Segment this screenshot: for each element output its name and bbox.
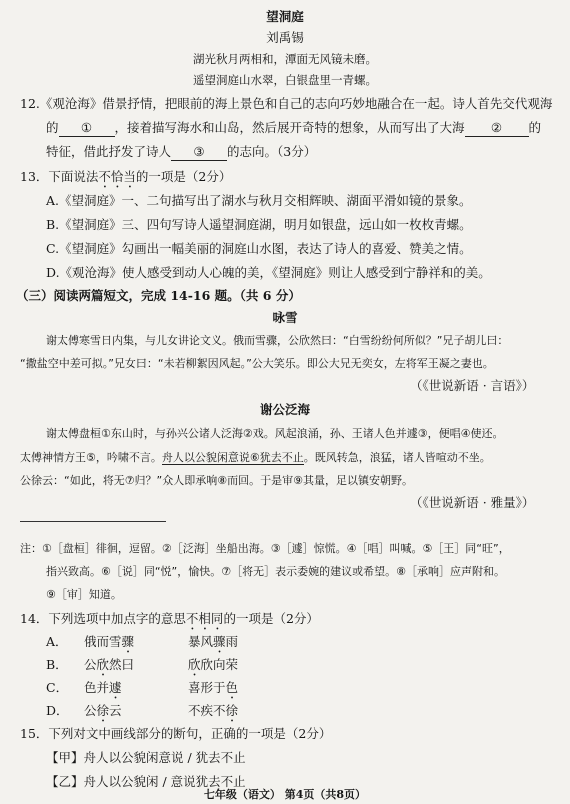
q14-stem-a: 14．下列选项中加点字的意思 — [20, 611, 186, 626]
q12-blank-2: ② — [465, 121, 529, 137]
q12-line-2 — [46, 119, 541, 137]
q14-option-d-label: D． — [46, 703, 69, 718]
q15-stem: 15．下列对文中画线部分的断句，正确的一项是（2分） — [20, 726, 332, 741]
q14-a-left-a: 俄而雪 — [84, 634, 122, 649]
page-footer: 七年级（语文） 第4页（共8页） — [203, 788, 367, 801]
text2-source: （《世说新语 · 雅量》） — [410, 495, 535, 510]
q12-text-b: ，接着描写海水和山岛，然后展开奇特的想象，从而写出了大海 — [114, 120, 465, 135]
q14-b-left-a: 公 — [84, 657, 97, 672]
q13-option-b: B.《望洞庭》三、四句写诗人遥望洞庭湖，明月如银盘，远山如一枚枚青螺。 — [46, 217, 472, 232]
q13-option-d: D.《观沧海》使人感受到动人心魄的美，《望洞庭》则让人感受到宁静祥和的美。 — [46, 265, 491, 280]
q13-option-a: A.《望洞庭》一、二句描写出了湖水与秋月交相辉映、湖面平滑如镜的景象。 — [46, 193, 472, 208]
q14-d-left-b: 云 — [109, 703, 122, 718]
text1-source: （《世说新语 · 言语》） — [410, 378, 535, 393]
q14-option-a-left — [84, 633, 134, 656]
q12-text-e: 的志向。（3分） — [227, 144, 317, 159]
q12-line-1: 12.《观沧海》借景抒情，把眼前的海上景色和自己的志向巧妙地融合在一起。诗人首先交代观海 — [20, 96, 553, 111]
q14-a-right-b: 雨 — [225, 634, 239, 649]
q15-option-jia: 【甲】舟人以公貌闲意说 / 犹去不止 — [46, 750, 246, 765]
q12-line-3 — [46, 143, 316, 161]
section-3-heading: （三）阅读两篇短文，完成 14-16 题。（共 6 分） — [16, 288, 301, 303]
poem-line-1: 湖光秋月两相和，潭面无风镜未磨。 — [193, 52, 377, 66]
q13-stem — [20, 168, 231, 191]
q14-stem-b: 的一项是（2分） — [223, 611, 319, 626]
text1-line-2: “撒盐空中差可拟。”兄女曰：“未若柳絮因风起。”公大笑乐。即公大兄无奕女，左将军王凝之妻也。 — [20, 357, 494, 370]
text2-line-2-b: 。既风转急，浪猛，诸人皆喧动不坐。 — [303, 451, 491, 464]
q14-c-right-dot: 色 — [225, 680, 239, 695]
q13-stem-b: 的一项是（2分） — [135, 169, 232, 184]
q14-b-left-dot: 欣 — [96, 657, 110, 672]
q13-option-c: C.《望洞庭》勾画出一幅美丽的洞庭山水图，表达了诗人的喜爱、赞美之情。 — [46, 241, 472, 256]
text2-line-1: 谢太傅盘桓①东山时，与孙兴公诸人泛海②戏。风起浪涌，孙、王诸人色并遽③，便唱④使还。 — [46, 427, 504, 440]
q14-b-left-b: 然曰 — [109, 657, 135, 672]
q14-option-c-left — [84, 679, 122, 702]
q15-option-yi: 【乙】舟人以公貌闲 / 意说犹去不止 — [46, 774, 246, 789]
poem-title: 望洞庭 — [266, 9, 304, 24]
q12-blank-3: ③ — [171, 145, 227, 161]
q14-b-right-dot: 欣 — [188, 657, 201, 672]
q14-d-left-a: 公 — [84, 703, 97, 718]
q14-option-d-left — [84, 702, 122, 725]
notes-line-2: 指兴致高。⑥［说］同“悦”，愉快。⑦［将无］表示委婉的建议或希望。⑧［承响］应声附和。 — [46, 565, 505, 578]
q14-option-d-right — [188, 702, 238, 725]
q14-option-c-right — [188, 679, 238, 702]
q12-text-c: 的 — [528, 120, 542, 135]
q14-option-b-left — [84, 656, 134, 679]
q12-text-a: 的 — [46, 120, 59, 135]
q13-stem-emphasis: 不恰当 — [98, 169, 136, 184]
q14-stem-emphasis: 不相同 — [185, 611, 224, 626]
text2-title: 谢公泛海 — [259, 402, 310, 417]
q14-stem — [20, 610, 319, 633]
q14-option-a-right — [188, 633, 238, 656]
q14-option-b-right — [188, 656, 238, 679]
q14-d-right-a: 不疾不 — [188, 703, 226, 718]
q14-option-c-label: C． — [46, 680, 69, 695]
q12-text-d: 特征，借此抒发了诗人 — [46, 144, 172, 159]
poem-author: 刘禹锡 — [266, 30, 304, 45]
q13-stem-a: 13．下面说法 — [20, 169, 99, 184]
q14-a-right-a: 暴风 — [188, 634, 214, 649]
q14-a-right-dot: 骤 — [213, 634, 226, 649]
text2-underlined-phrase: 舟人以公貌闲意说⑥犹去不止 — [161, 451, 304, 464]
q12-blank-1: ① — [59, 121, 115, 137]
text1-line-1: 谢太傅寒雪日内集，与儿女讲论文义。俄而雪骤，公欣然曰：“白雪纷纷何所似？”兄子胡儿曰： — [46, 334, 509, 347]
q14-option-b-label: B． — [46, 657, 68, 672]
q14-d-left-dot: 徐 — [96, 703, 110, 718]
notes-line-1: 注：①［盘桓］徘徊，逗留。②［泛海］坐船出海。③［遽］惊慌。④［唱］叫喊。⑤［王］同“旺”， — [20, 542, 510, 555]
notes-line-3: ⑨［审］知道。 — [46, 588, 122, 601]
q14-b-right-b: 欣向荣 — [200, 657, 239, 672]
q14-option-a-label: A． — [46, 634, 68, 649]
text2-line-2 — [20, 449, 491, 467]
q14-c-right-a: 喜形于 — [188, 680, 226, 695]
q14-c-left-dot: 遽 — [109, 680, 122, 695]
text2-line-2-a: 太傅神情方王⑤，吟啸不言。 — [20, 451, 162, 464]
q14-c-left-a: 色并 — [84, 680, 110, 695]
notes-divider — [20, 521, 166, 522]
text1-title: 咏雪 — [272, 310, 298, 325]
text2-line-3: 公徐云：“如此，将无⑦归？”众人即承响⑧而回。于是审⑨其量，足以镇安朝野。 — [20, 474, 413, 487]
q14-d-right-dot: 徐 — [225, 703, 239, 718]
poem-line-2: 遥望洞庭山水翠，白银盘里一青螺。 — [193, 73, 377, 87]
q14-a-left-dot: 骤 — [121, 634, 135, 649]
